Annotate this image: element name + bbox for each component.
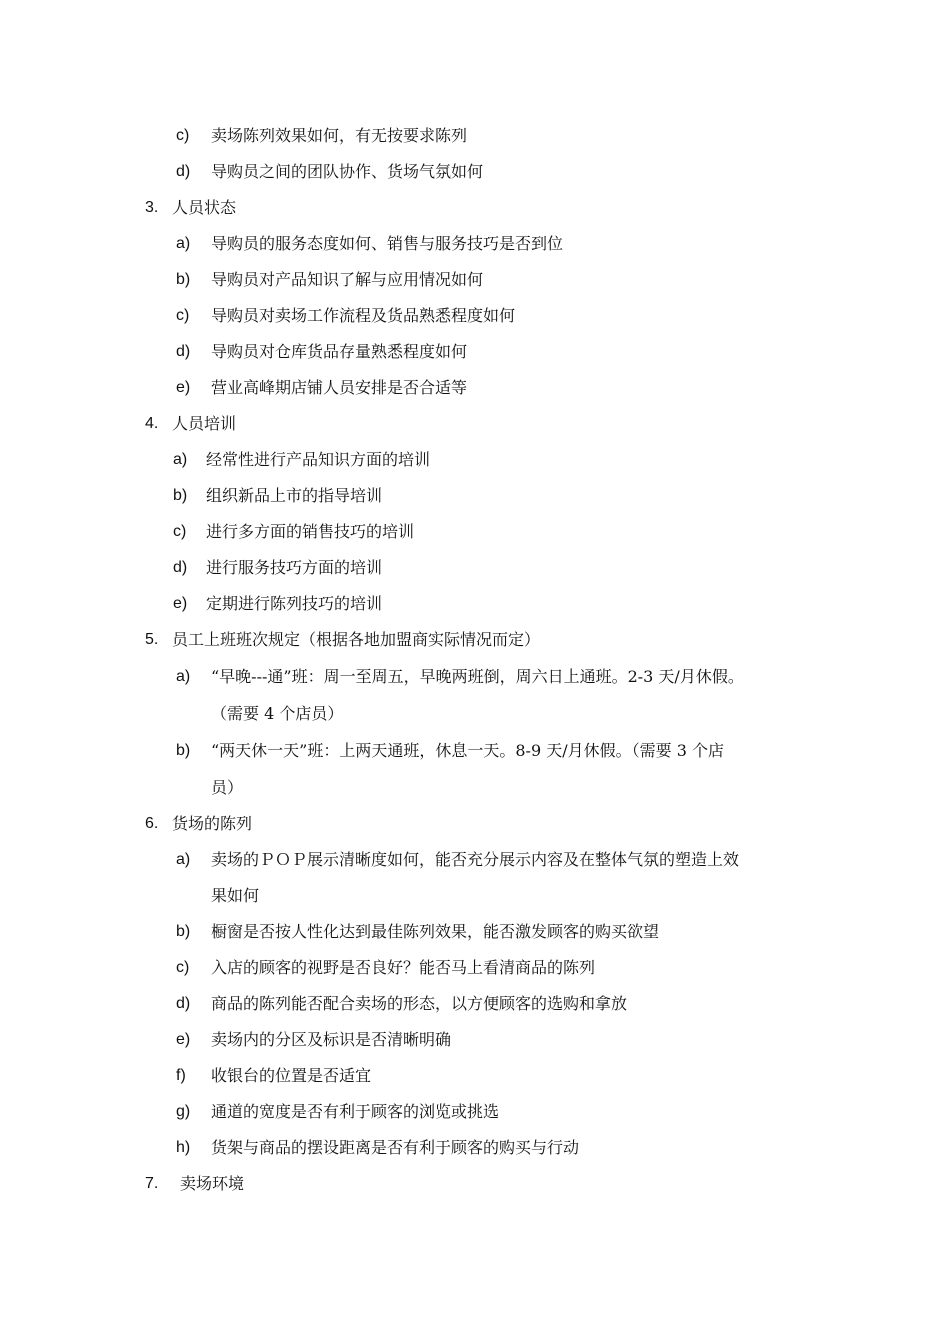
- list-marker: d): [176, 163, 191, 180]
- section-number: 6.: [145, 815, 159, 832]
- list-text: 导购员对卖场工作流程及货品熟悉程度如何: [211, 306, 516, 325]
- list-marker: b): [176, 271, 191, 288]
- list-marker: g): [176, 1103, 191, 1120]
- list-text: 卖场陈列效果如何，有无按要求陈列: [211, 126, 468, 145]
- section-title: 人员状态: [172, 198, 237, 217]
- list-marker: b): [173, 487, 188, 504]
- section-number: 4.: [145, 415, 159, 432]
- list-text: 导购员之间的团队协作、货场气氛如何: [211, 162, 484, 181]
- list-text: 收银台的位置是否适宜: [211, 1066, 372, 1085]
- list-marker: e): [176, 379, 191, 396]
- list-marker: a): [173, 451, 188, 468]
- list-text: 定期进行陈列技巧的培训: [206, 594, 383, 613]
- list-text: 卖场的ＰＯＰ展示清晰度如何，能否充分展示内容及在整体气氛的塑造上效: [211, 850, 740, 869]
- list-marker: d): [173, 559, 188, 576]
- list-text: 果如何: [211, 886, 260, 905]
- list-marker: f): [176, 1067, 186, 1084]
- list-marker: h): [176, 1139, 191, 1156]
- list-text: 员）: [211, 778, 244, 797]
- list-marker: d): [176, 995, 191, 1012]
- list-text: 导购员的服务态度如何、销售与服务技巧是否到位: [211, 234, 564, 253]
- section-title: 人员培训: [172, 414, 237, 433]
- list-text: （需要 4 个店员）: [211, 704, 344, 723]
- list-text: 营业高峰期店铺人员安排是否合适等: [211, 378, 468, 397]
- list-marker: e): [173, 595, 188, 612]
- section-number: 3.: [145, 199, 159, 216]
- list-text: 进行服务技巧方面的培训: [206, 558, 383, 577]
- list-text: 经常性进行产品知识方面的培训: [206, 450, 431, 469]
- list-text: 进行多方面的销售技巧的培训: [206, 522, 415, 541]
- section-title: 员工上班班次规定（根据各地加盟商实际情况而定）: [172, 630, 541, 649]
- list-marker: c): [176, 307, 190, 324]
- list-text: 通道的宽度是否有利于顾客的浏览或挑选: [211, 1102, 500, 1121]
- list-text: 导购员对仓库货品存量熟悉程度如何: [211, 342, 468, 361]
- section-title: 卖场环境: [180, 1174, 245, 1193]
- list-text: 卖场内的分区及标识是否清晰明确: [211, 1030, 452, 1049]
- list-text: “两天休一天”班：上两天通班，休息一天。8-9 天/月休假。（需要 3 个店: [211, 741, 724, 760]
- list-marker: e): [176, 1031, 191, 1048]
- list-marker: a): [176, 235, 191, 252]
- list-text: 导购员对产品知识了解与应用情况如何: [211, 270, 484, 289]
- list-marker: a): [176, 668, 191, 685]
- list-marker: b): [176, 742, 191, 759]
- section-title: 货场的陈列: [172, 814, 253, 833]
- list-text: 橱窗是否按人性化达到最佳陈列效果，能否激发顾客的购买欲望: [211, 922, 660, 941]
- section-number: 5.: [145, 631, 159, 648]
- list-marker: d): [176, 343, 191, 360]
- list-marker: c): [176, 127, 190, 144]
- list-text: 组织新品上市的指导培训: [206, 486, 383, 505]
- section-number: 7.: [145, 1175, 159, 1192]
- list-marker: b): [176, 923, 191, 940]
- list-text: 商品的陈列能否配合卖场的形态，以方便顾客的选购和拿放: [211, 994, 628, 1013]
- list-marker: c): [173, 523, 187, 540]
- list-marker: c): [176, 959, 190, 976]
- list-text: 入店的顾客的视野是否良好？能否马上看清商品的陈列: [211, 958, 596, 977]
- list-text: “早晚---通”班：周一至周五，早晚两班倒，周六日上通班。2-3 天/月休假。: [211, 667, 744, 686]
- list-text: 货架与商品的摆设距离是否有利于顾客的购买与行动: [211, 1138, 580, 1157]
- list-marker: a): [176, 851, 191, 868]
